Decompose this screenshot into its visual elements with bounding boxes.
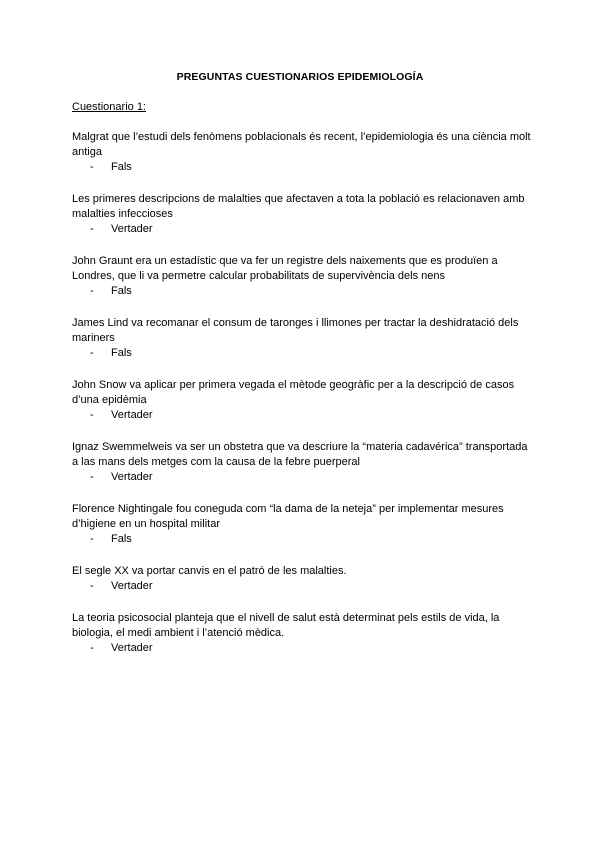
answer-value: Fals: [111, 161, 132, 173]
question-answer: [72, 222, 532, 237]
answer-value: Vertader: [111, 409, 153, 421]
answer-marker: -: [90, 580, 94, 592]
question-item: [72, 192, 532, 237]
document-title: PREGUNTAS CUESTIONARIOS EPIDEMIOLOGÍA: [176, 71, 424, 83]
question-text: El segle XX va portar canvis en el patró de les malalties.: [72, 565, 347, 577]
answer-marker: -: [90, 347, 94, 359]
answer-marker: -: [90, 285, 94, 297]
question-item: [72, 316, 532, 361]
answer-value: Vertader: [111, 642, 153, 654]
question-answer: [72, 641, 532, 656]
question-text: Malgrat que l’estudi dels fenòmens poblacionals és recent, l’epidemiologia és una ciència molt antiga: [72, 131, 531, 158]
question-text: John Snow va aplicar per primera vegada el mètode geogràfic per a la descripció de casos d’una epidèmia: [72, 379, 515, 406]
question-item: [72, 440, 532, 485]
answer-value: Vertader: [111, 580, 153, 592]
answer-marker: -: [90, 471, 94, 483]
question-item: [72, 564, 532, 594]
question-list: [72, 130, 532, 673]
question-text: Les primeres descripcions de malalties que afectaven a tota la població es relacionaven amb malalties infeccioses: [72, 193, 525, 220]
question-text: John Graunt era un estadístic que va fer un registre dels naixements que es produïen a Londres, que li va permetre calcular probabilitats de supervivència dels nens: [72, 255, 498, 282]
answer-marker: -: [90, 223, 94, 235]
answer-value: Vertader: [111, 223, 153, 235]
answer-value: Vertader: [111, 471, 153, 483]
answer-marker: -: [90, 409, 94, 421]
question-item: [72, 611, 532, 656]
answer-marker: -: [90, 642, 94, 654]
question-answer: [72, 284, 532, 299]
answer-marker: -: [90, 161, 94, 173]
answer-value: Fals: [111, 285, 132, 297]
question-answer: [72, 346, 532, 361]
question-item: [72, 502, 532, 547]
question-answer: [72, 160, 532, 175]
question-text: Ignaz Swemmelweis va ser un obstetra que va descriure la “materia cadavérica” transportada a las mans dels metges com la causa de la febre puerperal: [72, 441, 528, 468]
question-answer: [72, 470, 532, 485]
answer-value: Fals: [111, 347, 132, 359]
question-answer: [72, 408, 532, 423]
answer-marker: -: [90, 533, 94, 545]
question-item: [72, 130, 532, 175]
section-heading: Cuestionario 1:: [72, 101, 146, 113]
question-item: [72, 378, 532, 423]
question-answer: [72, 579, 532, 594]
question-text: Florence Nightingale fou coneguda com “la dama de la neteja” per implementar mesures d’higiene en un hospital militar: [72, 503, 504, 530]
question-text: La teoria psicosocial planteja que el nivell de salut està determinat pels estils de vida, la biologia, el medi ambient i l’atenció mèdica.: [72, 612, 500, 639]
question-answer: [72, 532, 532, 547]
question-text: James Lind va recomanar el consum de taronges i llimones per tractar la deshidratació dels mariners: [72, 317, 519, 344]
question-item: [72, 254, 532, 299]
answer-value: Fals: [111, 533, 132, 545]
